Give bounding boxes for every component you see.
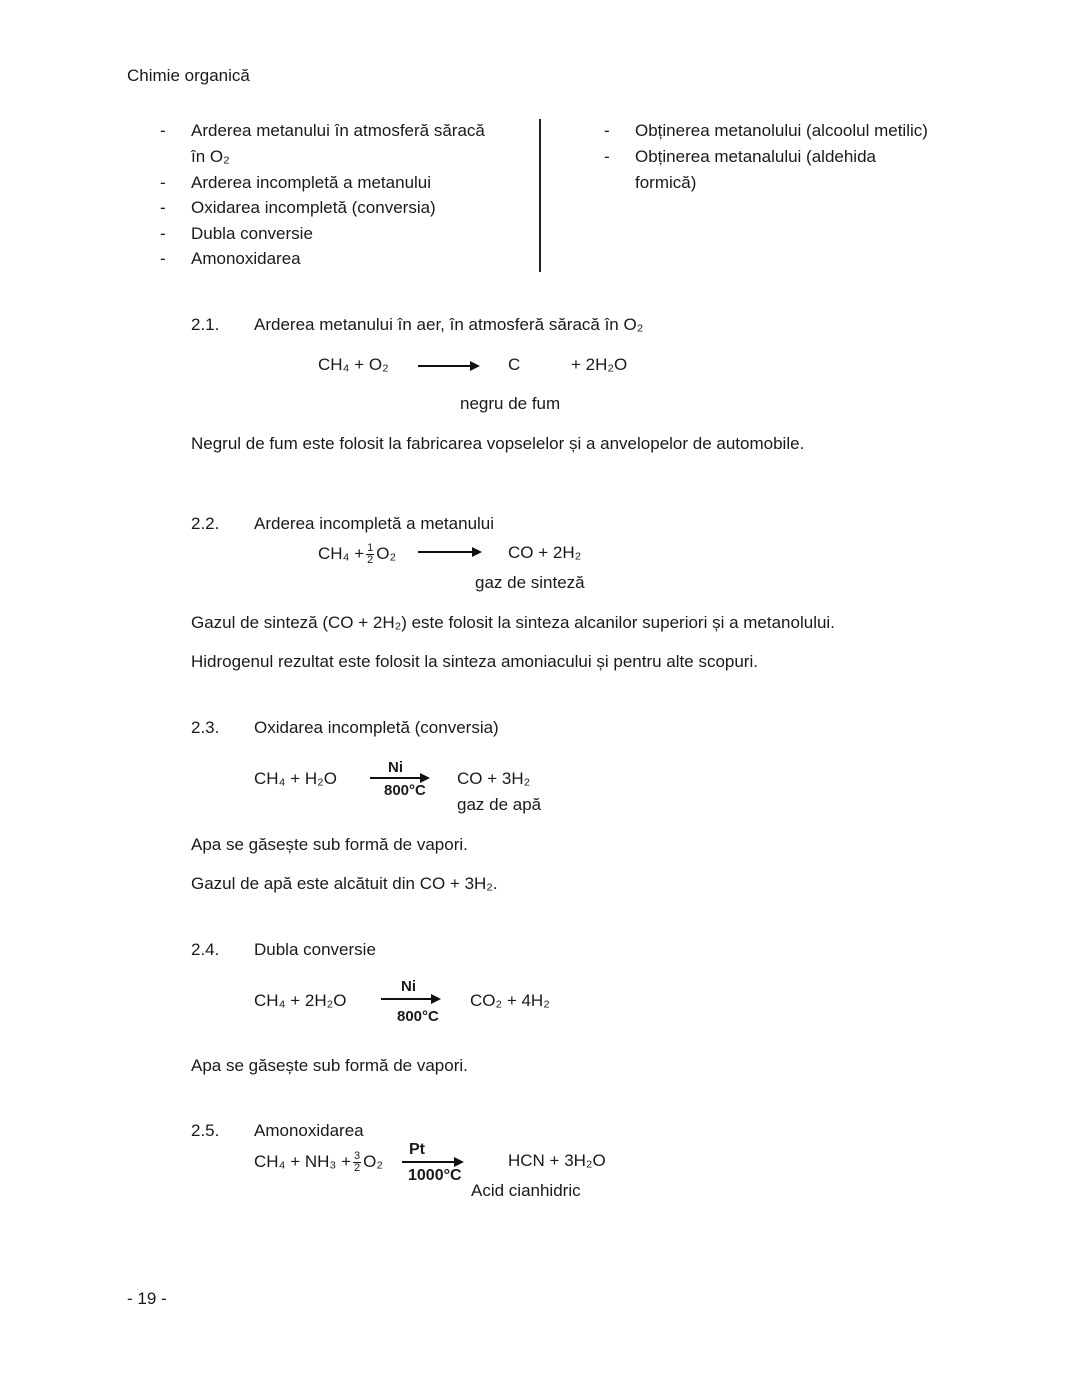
products: CO₂ + 4H₂ bbox=[470, 991, 550, 1010]
reactant-text: CH₄ + NH₃ + bbox=[254, 1151, 351, 1171]
reactants: CH₄ + H₂O bbox=[254, 769, 337, 788]
list-item: Amonoxidarea bbox=[191, 249, 301, 268]
reactant-text: CH₄ + bbox=[318, 543, 365, 563]
products: CO + 3H₂ bbox=[457, 769, 531, 788]
temperature: 800°C bbox=[384, 782, 426, 799]
bullet-dash: - bbox=[160, 224, 166, 243]
section-number: 2.3. bbox=[191, 718, 220, 737]
section-number: 2.4. bbox=[191, 940, 220, 959]
bullet-dash: - bbox=[160, 121, 166, 140]
bullet-dash: - bbox=[160, 249, 166, 268]
paragraph: Hidrogenul rezultat este folosit la sinteza amoniacului și pentru alte scopuri. bbox=[191, 652, 758, 671]
catalyst: Pt bbox=[409, 1141, 425, 1158]
reactant-text: O₂ bbox=[376, 543, 397, 563]
reactants bbox=[254, 1151, 383, 1174]
reaction-arrow bbox=[402, 1161, 462, 1163]
running-header: Chimie organică bbox=[127, 66, 250, 85]
bullet-dash: - bbox=[160, 198, 166, 217]
product-label: negru de fum bbox=[460, 394, 561, 413]
product-label: gaz de apă bbox=[457, 795, 542, 814]
denominator: 2 bbox=[367, 554, 374, 566]
section-title: Amonoxidarea bbox=[254, 1121, 364, 1140]
product: C bbox=[508, 355, 521, 374]
product-label: Acid cianhidric bbox=[471, 1181, 581, 1200]
temperature: 1000°C bbox=[408, 1167, 462, 1184]
list-item: formică) bbox=[635, 173, 697, 192]
bullet-dash: - bbox=[604, 121, 610, 140]
paragraph: Apa se găsește sub formă de vapori. bbox=[191, 1056, 468, 1075]
reaction-arrow bbox=[381, 998, 439, 1000]
temperature: 800°C bbox=[397, 1008, 439, 1025]
paragraph: Apa se găsește sub formă de vapori. bbox=[191, 835, 468, 854]
list-item: Obținerea metanalului (aldehida bbox=[635, 147, 876, 166]
section-title: Dubla conversie bbox=[254, 940, 376, 959]
denominator: 2 bbox=[354, 1162, 361, 1174]
reactant-text: O₂ bbox=[363, 1151, 383, 1171]
section-number: 2.1. bbox=[191, 315, 220, 334]
reactants bbox=[318, 543, 396, 566]
reaction-arrow bbox=[370, 777, 428, 779]
reactants: CH₄ + 2H₂O bbox=[254, 991, 347, 1010]
section-title: Arderea incompletă a metanului bbox=[254, 514, 495, 533]
products: HCN + 3H₂O bbox=[508, 1151, 606, 1170]
bullet-dash: - bbox=[160, 173, 166, 192]
product: + 2H₂O bbox=[571, 355, 628, 374]
numerator: 1 bbox=[367, 542, 374, 554]
catalyst: Ni bbox=[388, 759, 403, 776]
products: CO + 2H₂ bbox=[508, 543, 582, 562]
section-number: 2.2. bbox=[191, 514, 220, 533]
list-item: Arderea incompletă a metanului bbox=[191, 173, 432, 192]
bullet-dash: - bbox=[604, 147, 610, 166]
reactants: CH₄ + O₂ bbox=[318, 355, 389, 374]
numerator: 3 bbox=[354, 1150, 361, 1162]
paragraph: Negrul de fum este folosit la fabricarea vopselelor și a anvelopelor de automobile. bbox=[191, 434, 805, 453]
product-label: gaz de sinteză bbox=[475, 573, 585, 592]
page-number: - 19 - bbox=[127, 1289, 167, 1308]
fraction bbox=[353, 1151, 361, 1174]
paragraph: Gazul de apă este alcătuit din CO + 3H₂. bbox=[191, 874, 498, 893]
fraction bbox=[366, 543, 374, 566]
section-title: Oxidarea incompletă (conversia) bbox=[254, 718, 499, 737]
section-title: Arderea metanului în aer, în atmosferă săracă în O₂ bbox=[254, 315, 644, 334]
paragraph: Gazul de sinteză (CO + 2H₂) este folosit la sinteza alcanilor superiori și a metanolului. bbox=[191, 613, 835, 632]
reaction-arrow bbox=[418, 551, 480, 553]
list-item: Dubla conversie bbox=[191, 224, 313, 243]
list-item: Arderea metanului în atmosferă săracă bbox=[191, 121, 485, 140]
section-number: 2.5. bbox=[191, 1121, 220, 1140]
list-item: Obținerea metanolului (alcoolul metilic) bbox=[635, 121, 928, 140]
list-item: în O₂ bbox=[191, 147, 230, 166]
reaction-arrow bbox=[418, 365, 478, 367]
catalyst: Ni bbox=[401, 978, 416, 995]
list-item: Oxidarea incompletă (conversia) bbox=[191, 198, 436, 217]
column-divider bbox=[539, 119, 541, 272]
